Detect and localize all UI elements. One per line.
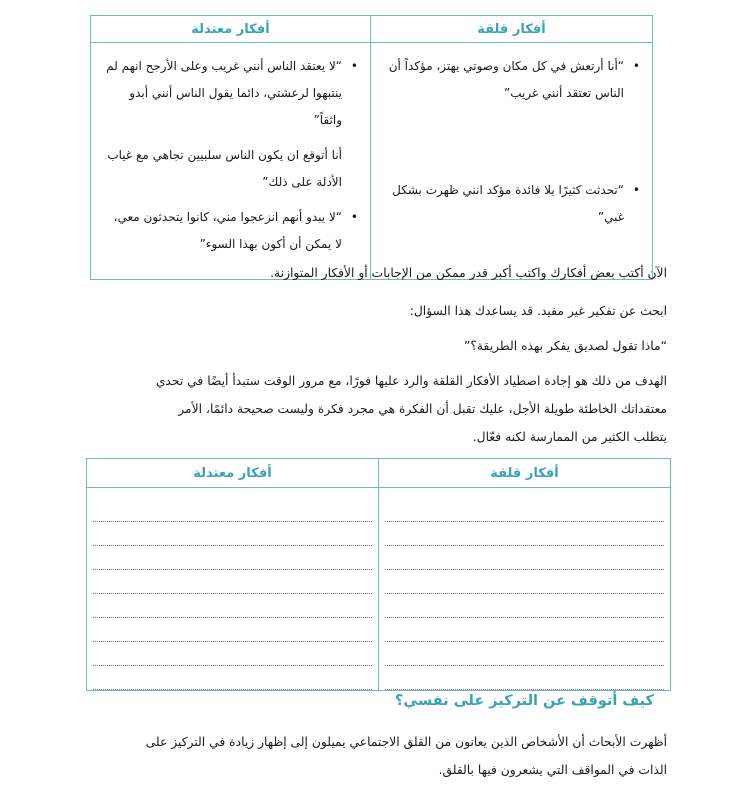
balanced-thought-3: • “لا يبدو أنهم انزعجوا مني، كانوا يتحدثون معي، لا يمكن أن أكون بهذا السوء”	[105, 204, 358, 258]
writing-line[interactable]	[385, 546, 664, 570]
worksheet-anxious-header: أفكار قلقة	[379, 459, 671, 488]
research-line-1: أظهرت الأبحاث أن الأشخاص الذين يعانون من القلق الاجتماعي يميلون إلى إظهار زيادة في التركيز على	[145, 735, 667, 749]
writing-line[interactable]	[93, 498, 372, 522]
anxious-thoughts-cell	[371, 43, 653, 280]
writing-line[interactable]	[385, 498, 664, 522]
example-thoughts-table	[90, 15, 653, 280]
worksheet-anxious-column[interactable]	[379, 488, 671, 691]
search-prompt: ابحث عن تفكير غير مفيد. قد يساعدك هذا السؤال:	[409, 304, 667, 318]
writing-line[interactable]	[385, 594, 664, 618]
anxious-thoughts-header: أفكار قلقة	[371, 16, 653, 43]
balanced-thoughts-cell	[91, 43, 371, 280]
research-line-2: الذات في المواقف التي يشعرون فيها بالقلق.	[438, 763, 667, 777]
anxious-thought-2: • “تحدثت كثيرًا بلا فائدة مؤكد انني ظهرت بشكل غبي”	[385, 177, 640, 231]
worksheet-balanced-column[interactable]	[87, 488, 379, 691]
section-heading: كيف أتوقف عن التركيز على نفسي؟	[394, 693, 654, 709]
writing-line[interactable]	[93, 570, 372, 594]
balanced-thought-1: • “لا يعتقد الناس أنني غريب وعلى الأرجح انهم لم ينتبهوا لرعشتي، دائما يقول الناس أنني أبدو واثقاً”	[105, 53, 358, 134]
worksheet-table	[86, 458, 671, 691]
anxious-thought-1: • “أنا أرتعش في كل مكان وصوتي يهتز، مؤكداً أن الناس تعتقد أنني غريب”	[385, 53, 640, 107]
goal-line-2: معتقداتك الخاطئة طويلة الأجل، عليك تقبل أن الفكرة هي مجرد فكرة وليست صحيحة دائمًا، الأمر	[178, 402, 667, 416]
instruction-text: الآن أكتب بعض أفكارك واكتب أكبر قدر ممكن من الإجابات أو الأفكار المتوازنة.	[270, 266, 667, 280]
writing-line[interactable]	[93, 522, 372, 546]
writing-line[interactable]	[93, 642, 372, 666]
writing-line[interactable]	[385, 642, 664, 666]
balanced-thought-2: أنا أتوقع ان يكون الناس سلبيين تجاهي مع غياب الأدلة على ذلك”	[107, 148, 342, 189]
writing-line[interactable]	[93, 666, 372, 690]
writing-line[interactable]	[93, 546, 372, 570]
writing-line[interactable]	[385, 618, 664, 642]
helper-question: “ماذا تقول لصديق يفكر بهذه الطريقة؟”	[464, 339, 667, 353]
balanced-thoughts-header: أفكار معتدلة	[91, 16, 371, 43]
writing-line[interactable]	[385, 570, 664, 594]
writing-line[interactable]	[93, 618, 372, 642]
writing-line[interactable]	[385, 522, 664, 546]
writing-line[interactable]	[93, 594, 372, 618]
worksheet-balanced-header: أفكار معتدلة	[87, 459, 379, 488]
goal-line-1: الهدف من ذلك هو إجادة اصطياد الأفكار القلقة والرد عليها فورًا، مع مرور الوقت ستبدأ أيضًا في تحدي	[155, 374, 667, 388]
writing-line[interactable]	[385, 666, 664, 690]
goal-line-3: يتطلب الكثير من الممارسة لكنه فعّال.	[472, 430, 667, 444]
